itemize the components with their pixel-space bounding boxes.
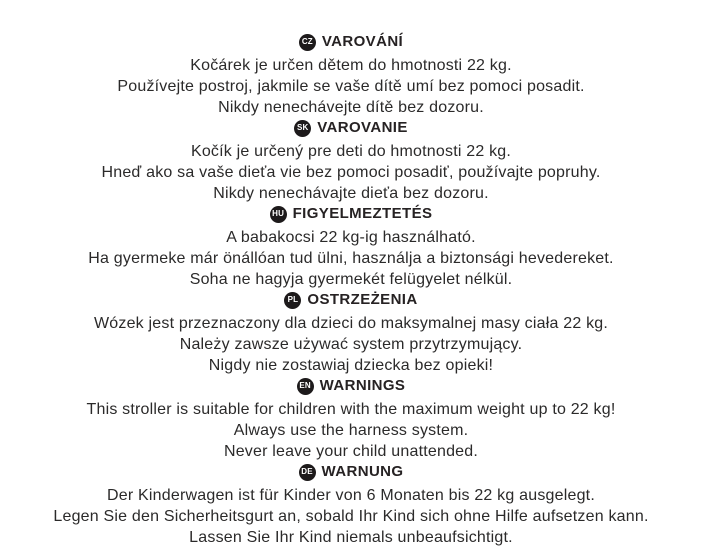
language-badge-en: EN [297,378,314,395]
warning-section-de [0,463,702,548]
language-badge-pl: PL [284,292,301,309]
warning-section-en [0,377,702,462]
section-title-en: WARNINGS [319,377,406,394]
warning-line: A babakocsi 22 kg-ig használható. [226,229,476,246]
language-badge-hu: HU [270,206,287,223]
warning-section-pl [0,291,702,376]
section-heading-en [0,377,702,395]
warning-line: Ha gyermeke már önállóan tud ülni, használja a biztonsági hevedereket. [88,250,614,267]
warning-line: Kočárek je určen dětem do hmotnosti 22 kg. [190,57,512,74]
section-title-cz: VAROVÁNÍ [321,33,404,50]
section-heading-de [0,463,702,481]
warning-line: Należy zawsze używać system przytrzymujący. [179,336,523,353]
warning-line: Soha ne hagyja gyermekét felügyelet nélkül. [189,271,513,288]
section-title-pl: OSTRZEŻENIA [307,291,418,308]
warning-line: Nigdy nie zostawiaj dziecka bez opieki! [208,357,494,374]
warning-line: Always use the harness system. [233,422,469,439]
section-heading-cz [0,33,702,51]
warning-line: Kočík je určený pre deti do hmotnosti 22 kg. [190,143,512,160]
section-heading-hu [0,205,702,223]
warning-line: Hneď ako sa vaše dieťa vie bez pomoci posadiť, používajte popruhy. [101,164,601,181]
warning-section-sk [0,119,702,204]
language-badge-sk: SK [294,120,311,137]
warning-line: Der Kinderwagen ist für Kinder von 6 Monaten bis 22 kg ausgelegt. [107,487,595,504]
warning-line: Nikdy nenechávajte dieťa bez dozoru. [213,185,489,202]
section-heading-pl [0,291,702,309]
section-title-hu: FIGYELMEZTETÉS [292,205,433,222]
warning-line: Používejte postroj, jakmile se vaše dítě umí bez pomoci posadit. [117,78,585,95]
warning-section-hu [0,205,702,290]
warning-line: Lassen Sie Ihr Kind niemals unbeaufsichtigt. [189,529,513,546]
warning-line: Wózek jest przeznaczony dla dzieci do maksymalnej masy ciała 22 kg. [93,315,609,332]
section-title-de: WARNUNG [321,463,404,480]
language-badge-de: DE [299,464,316,481]
section-heading-sk [0,119,702,137]
section-title-sk: VAROVANIE [317,119,408,136]
warning-line: Never leave your child unattended. [223,443,479,460]
language-badge-cz: CZ [299,34,316,51]
warning-section-cz [0,33,702,118]
warning-line: This stroller is suitable for children with the maximum weight up to 22 kg! [86,401,616,418]
warning-line: Legen Sie den Sicherheitsgurt an, sobald Ihr Kind sich ohne Hilfe aufsetzen kann. [53,508,649,525]
warning-line: Nikdy nenechávejte dítě bez dozoru. [218,99,484,116]
